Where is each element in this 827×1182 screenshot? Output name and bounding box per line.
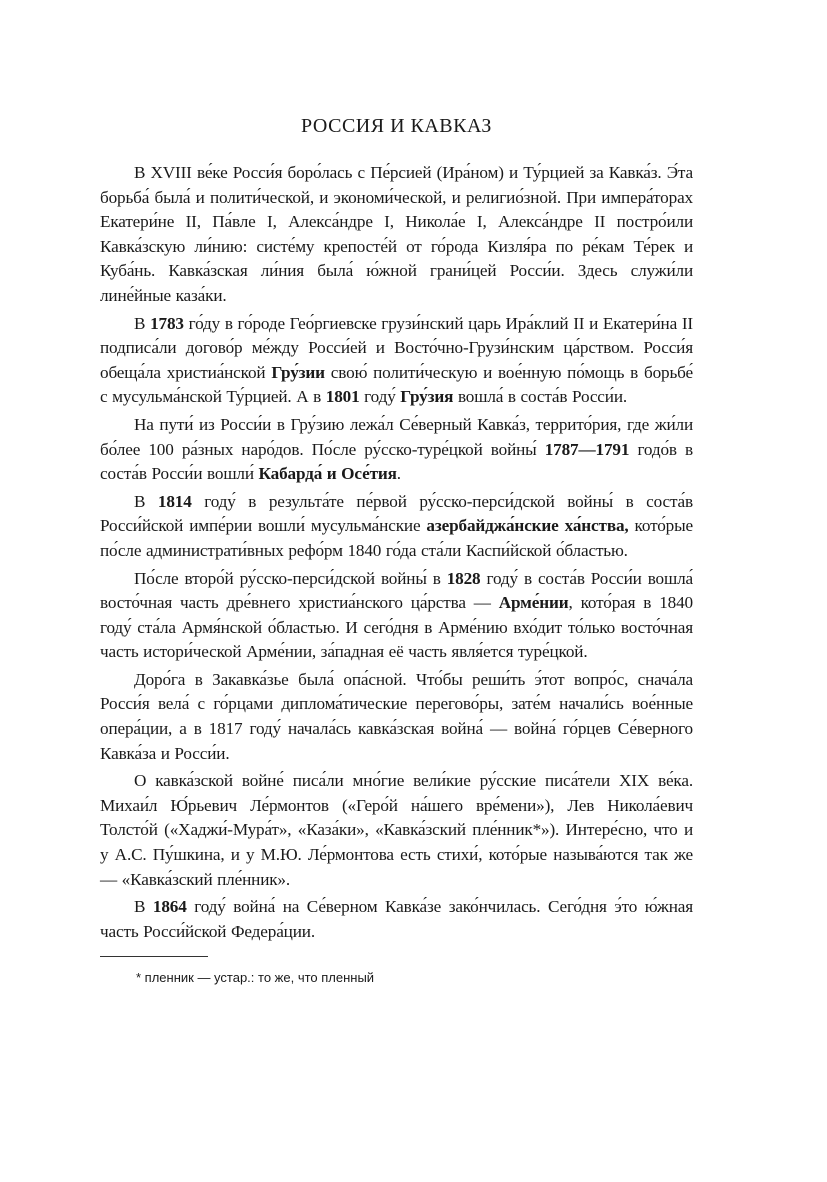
bold-text: Гру́зия	[400, 387, 454, 407]
paragraph	[100, 490, 693, 564]
footnote: * пленник — устар.: то же, что пленный	[136, 970, 375, 986]
text-run: кото́рые по́сле администрати́вных рефо́рм 1840 го́да ста́ли Каспи́йской о́бластью.	[100, 516, 693, 560]
bold-text: 1828	[446, 568, 481, 588]
text-run: .	[396, 464, 401, 484]
text-run: , кото́рая в 1840 году́ ста́ла Армя́нской о́бластью. И сего́дня в Арме́нию вхо́дит то́лько восто́чная часть истори́ческой Арме́нии, за́падная её часть явля́ется туре́цкой.	[100, 593, 693, 662]
text-run: году́	[359, 387, 401, 407]
bold-text: азербайджа́нские ха́нства,	[426, 516, 629, 536]
text-run: В XVIII ве́ке Росси́я боро́лась с Пе́рсией (Ира́ном) и Ту́рцией за Кавка́з. Э́та борьба́ была́ и полити́ческой, и экономи́ческой, и религио́зной. При импера́торах Екатери́не II, Па́вле I, Алекса́ндре I, Никола́е I, Алекса́ндре II постро́или Кавка́зскую ли́нию: систе́му крепосте́й от го́рода Кизля́ра по ре́кам Те́рек и Куба́нь. Кавка́зская ли́ния была́ ю́жной грани́цей Росси́и. Здесь служи́ли лине́йные каза́ки.	[100, 163, 693, 305]
text-run: году́ в соста́в Росси́и вошла́ восто́чная часть дре́внего христиа́нского ца́рства —	[100, 568, 693, 613]
text-run: вошла́ в соста́в Росси́и.	[453, 387, 628, 407]
bold-text: Арме́нии	[498, 593, 569, 613]
text-run: В	[134, 897, 153, 917]
text-run: На пути́ из Росси́и в Гру́зию лежа́л Се́верный Кавка́з, террито́рия, где жи́ли бо́лее 100 ра́зных наро́дов. По́сле ру́сско-туре́цкой войны́	[100, 414, 693, 459]
text-run: О кавка́зской войне́ писа́ли мно́гие вели́кие ру́сские писа́тели XIX ве́ка. Михаи́л Ю́рьевич Ле́рмонтов («Геро́й на́шего вре́мени»), Лев Никола́евич Толсто́й («Хаджи́-Мура́т», «Каза́ки», «Кавка́зский пле́нник*»). Интере́сно, что и у А.С. Пу́шкина, и у М.Ю. Ле́рмонтова есть стихи́, кото́рые называ́ются так же — «Кавка́зский пле́нник».	[100, 771, 693, 889]
paragraph	[100, 161, 693, 309]
bold-text: Гру́зии	[271, 362, 325, 382]
text-run: свою́ полити́ческую и вое́нную по́мощь в борьбе́ с мусульма́нской Ту́рцией. А в	[100, 362, 693, 407]
text-run: го́ду в го́роде Гео́ргиевске грузи́нский царь Ира́клий II и Екатери́на II подписа́ли догово́р ме́жду Росси́ей и Восто́чно-Грузи́нским ца́рством. Росси́я обеща́ла христиа́нской	[100, 313, 693, 382]
text-run: году́ война́ на Се́верном Кавка́зе зако́нчилась. Сего́дня э́то ю́жная часть Росси́йской Федера́ции.	[100, 897, 693, 941]
bold-text: 1783	[150, 313, 184, 333]
bold-text: 1801	[325, 387, 360, 407]
body-text	[100, 161, 693, 944]
paragraph	[100, 668, 693, 766]
text-run: Доро́га в Закавка́зье была́ опа́сной. Что́бы реши́ть э́тот вопро́с, снача́ла Росси́я вела́ с го́рцами диплома́тические перегово́ры, зате́м начали́сь вое́нные опера́ции, а в 1817 году́ начала́сь кавка́зская война́ — война́ го́рцев Се́верного Кавка́за и Росси́и.	[100, 669, 693, 763]
text-run: году́ в результа́те пе́рвой ру́сско-перси́дской войны́ в соста́в Росси́йской импе́рии вошли́ мусульма́нские	[100, 491, 694, 536]
text-run: В	[134, 491, 158, 511]
text-run: В	[134, 313, 151, 333]
paragraph	[100, 312, 693, 410]
bold-text: 1787—1791	[544, 439, 630, 459]
paragraph	[100, 413, 693, 487]
text-run: По́сле второ́й ру́сско-перси́дской войны́ в	[134, 568, 447, 588]
text-run: годо́в в соста́в Росси́и вошли́	[100, 439, 693, 484]
bold-text: Кабарда́ и Осе́тия	[258, 464, 397, 484]
bold-text: 1864	[152, 897, 187, 917]
paragraph	[100, 567, 693, 665]
paragraph	[100, 769, 693, 892]
bold-text: 1814	[157, 491, 192, 511]
page	[100, 112, 693, 987]
page-title: РОССИЯ И КАВКАЗ	[301, 115, 492, 137]
paragraph	[100, 895, 693, 944]
footnote-rule	[100, 956, 208, 957]
